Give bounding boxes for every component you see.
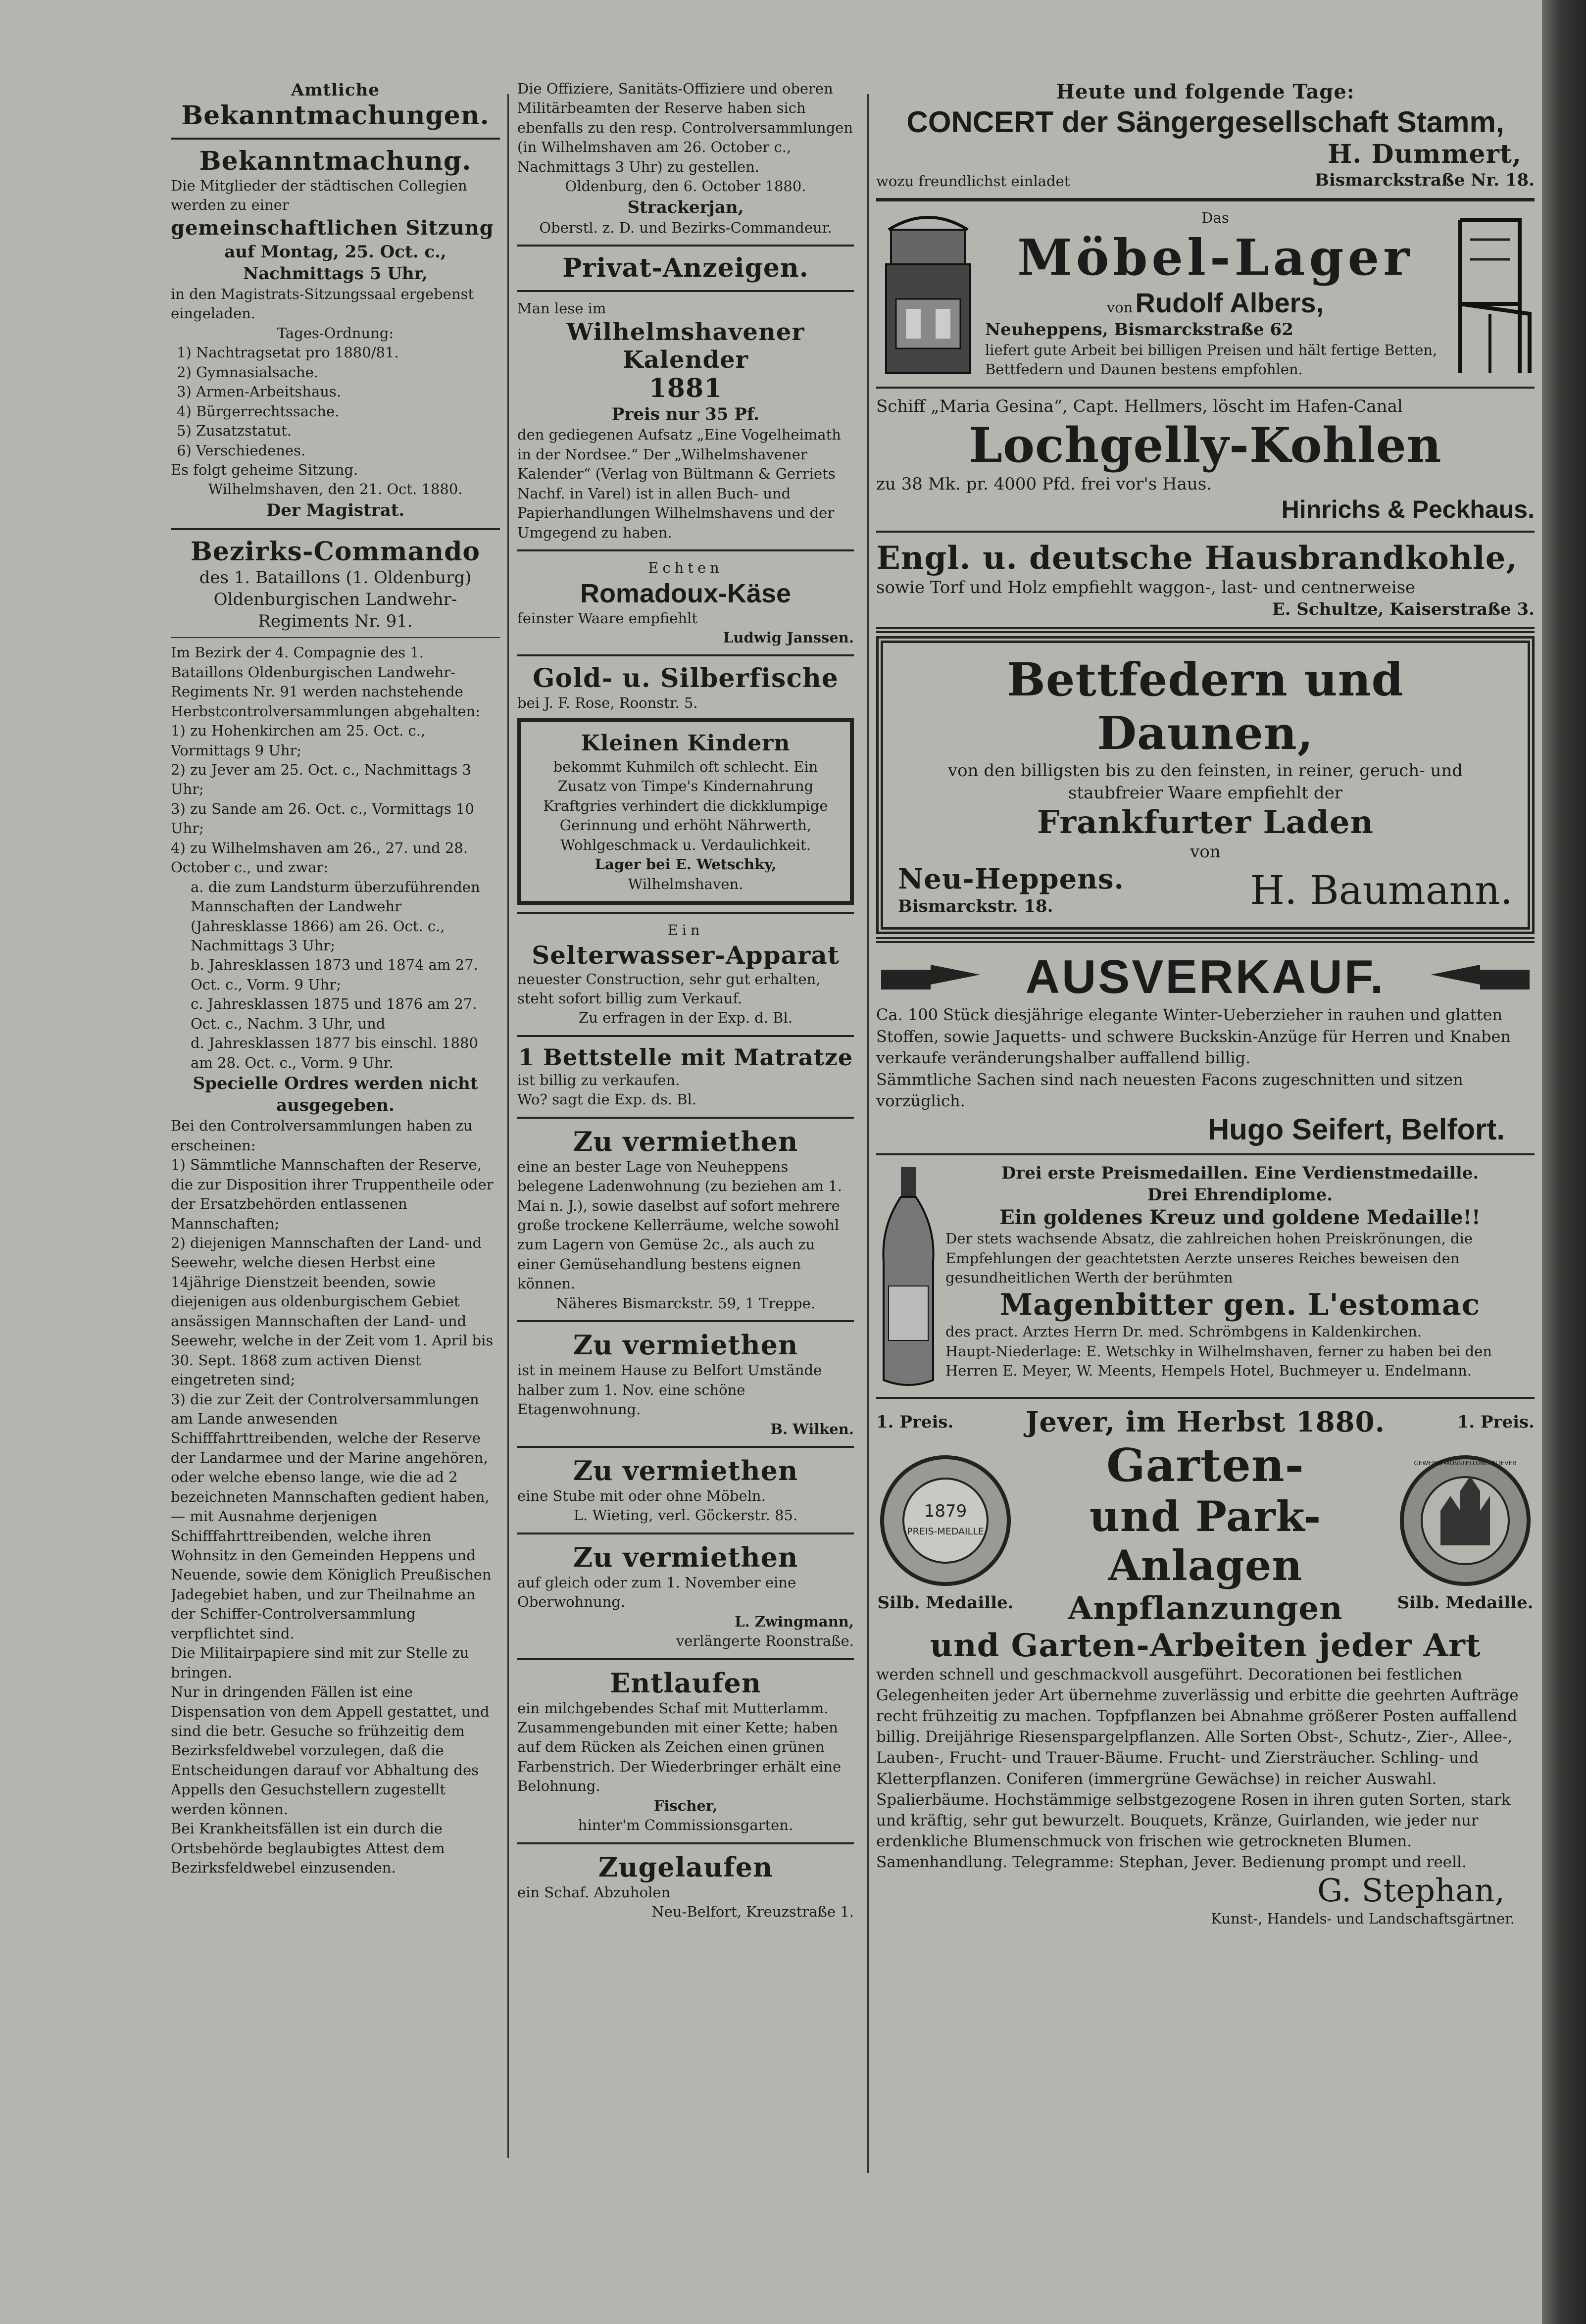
- ad-text: Ca. 100 Stück diesjährige elegante Winter-Ueberzieher in rauhen und glatten Stoffen, sowie Jaquetts- und schwere Buckskin-Anzüge für Herren und Knaben verkaufe veränderungshalber auffallend billig.: [876, 1005, 1511, 1068]
- ad-text: eine Stube mit oder ohne Möbeln.: [517, 1487, 766, 1504]
- ad-text: Kunst-, Handels- und Landschaftsgärtner.: [1211, 1910, 1515, 1928]
- agenda-heading: Tages-Ordnung:: [277, 324, 394, 342]
- ad-pre: Ein: [667, 922, 704, 939]
- divider: [517, 654, 854, 656]
- ad-text: Bismarckstr. 18.: [898, 896, 1053, 916]
- attendance-item: 2) diejenigen Mannschaften der Land- und Seewehr, welche diesen Herbst eine 14jährige Dienstzeit beenden, sowie diejenigen aus oldenburgischem Gebiet ansässigen Mannschaften der Land- und Seewehr, welche in der Zeit vom 1. April bis 30. Sept. 1868 zum activen Dienst eingetreten sind;: [171, 1235, 494, 1388]
- medal-year: 1879: [924, 1501, 967, 1522]
- notice-signature: Der Magistrat.: [266, 500, 405, 520]
- ad-title: Kleinen Kindern: [581, 730, 791, 756]
- ad-text: Drei erste Preismedaillen. Eine Verdienstmedaille.: [1001, 1163, 1479, 1183]
- ad-signature: L. Zwingmann,: [735, 1613, 854, 1630]
- notice-subtitle: des 1. Bataillons (1. Oldenburg) Oldenburgischen Landwehr-Regiments Nr. 91.: [199, 567, 472, 632]
- ad-price: Preis nur 35 Pf.: [611, 404, 760, 425]
- ad-text: des pract. Arztes Herrn Dr. med. Schrömbgens in Kaldenkirchen.: [945, 1323, 1422, 1340]
- ad-text: Sämmtliche Sachen sind nach neuesten Facons zugeschnitten und sitzen vorzüglich.: [876, 1070, 1463, 1111]
- ad-place: Neu-Heppens.: [898, 863, 1124, 895]
- ad-name: Rudolf Albers,: [1135, 287, 1324, 318]
- ad-box-bettfedern: [876, 636, 1535, 934]
- cabinet-icon: [876, 210, 980, 378]
- ad-text: ist in meinem Hause zu Belfort Umstände halber zum 1. Nov. eine schöne Etagenwohnung.: [517, 1362, 822, 1418]
- notice-text: Nur in dringenden Fällen ist eine Dispensation von dem Appell gestattet, und sind die betr. Gesuche so frühzeitig dem Bezirksfeldwebel vorzulegen, daß die Entscheidungen darauf vor Abhaltung des Appells den Gesuchstellern zugestellt werden können.: [171, 1683, 490, 1818]
- divider: [876, 531, 1535, 533]
- ad-line: [985, 287, 1445, 319]
- chair-icon: [1450, 210, 1535, 378]
- divider: [517, 1533, 854, 1534]
- notice-text: Die Offiziere, Sanitäts-Offiziere und oberen Militärbeamten der Reserve haben sich ebenfalls zu den resp. Controlversammlungen (in Wilhelmshaven am 26. October c., Nachmittags 3 Uhr) zu gestellen.: [517, 80, 853, 175]
- notice-dateline: Wilhelmshaven, den 21. Oct. 1880.: [208, 481, 463, 498]
- ad-signature-block: [1315, 139, 1535, 191]
- ad-title: 1 Bettstelle mit Matratze: [518, 1043, 853, 1071]
- column-rule: [867, 94, 869, 2173]
- ad-text: verlängerte Roonstraße.: [676, 1632, 854, 1650]
- ad-title: und Park-Anlagen: [1089, 1491, 1322, 1590]
- notice-text: Bei Krankheitsfällen ist ein durch die Ortsbehörde beglaubigtes Attest dem Bezirksfeldwebel einzusenden.: [171, 1820, 445, 1877]
- ad-pre: Heute und folgende Tage:: [1056, 80, 1355, 103]
- ad-text: sowie Torf und Holz empfiehlt waggon-, last- und centnerweise: [876, 578, 1416, 598]
- ad-signature: Hugo Seifert, Belfort.: [1207, 1112, 1505, 1146]
- ad-text: Der stets wachsende Absatz, die zahlreichen hohen Preiskrönungen, die Empfehlungen der geachtetsten Aerzte unseres Reiches beweisen den gesundheitlichen Werth der berühmten: [945, 1230, 1473, 1286]
- ad-place-block: [898, 863, 1124, 917]
- ad-text: zu 38 Mk. pr. 4000 Pfd. frei vor's Haus.: [876, 474, 1212, 494]
- medal-label: PREIS-MEDAILLE: [907, 1526, 984, 1537]
- ad-title: Lochgelly-Kohlen: [969, 417, 1442, 473]
- ad-title: Zu vermiethen: [573, 1329, 798, 1361]
- ad-row: [876, 139, 1535, 191]
- ad-text: Wilhelmshaven.: [628, 875, 743, 892]
- pointing-hand-right-icon: [876, 955, 985, 999]
- divider: [171, 528, 500, 530]
- notice-date: auf Montag, 25. Oct. c.,: [224, 242, 446, 262]
- divider: [517, 549, 854, 551]
- attendance-item: 3) die zur Zeit der Controlversammlungen am Lande anwesenden Schifffahrttreibenden, welche der Reserve der Landarmee und der Marine angehören, oder welche ebenso lange, wie die ad 2 bezeichneten Mannschaften gedient haben, — mit Ausnahme derjenigen Schifffahrttreibenden, welche ihren Wohnsitz in den Gemeinden Heppens und Neuende, sowie dem Königlich Preußischen Jadegebiet haben, und zur Theilnahme an der Schiffer-Controlversammlung verpflichtet sind.: [171, 1390, 492, 1642]
- assembly-item: d. Jahresklassen 1877 bis einschl. 1880 am 28. Oct. c., Vorm. 9 Uhr.: [191, 1035, 478, 1071]
- ad-title: Wilhelmshavener Kalender: [566, 318, 805, 374]
- divider: [171, 138, 500, 140]
- section-title: Bekanntmachungen.: [181, 100, 490, 131]
- ad-text: Silb. Medaille.: [877, 1593, 1014, 1613]
- divider: [517, 912, 854, 914]
- column-private-ads: [517, 79, 854, 2289]
- divider: [517, 1658, 854, 1660]
- medal-right: [1396, 1451, 1535, 1614]
- notice-title: Bekanntmachung.: [199, 146, 472, 176]
- ad-garden-titles: [1015, 1438, 1396, 1627]
- attendance-item: 1) Sämmtliche Mannschaften der Reserve, die zur Disposition ihrer Truppentheile oder der Ersatzbehörden entlassenen Mannschaften;: [171, 1156, 494, 1232]
- ad-title: Engl. u. deutsche Hausbrandkohle,: [876, 540, 1518, 577]
- ad-title: Gold- u. Silberfische: [533, 663, 839, 694]
- notice-text: Die Mitglieder der städtischen Collegien werden zu einer: [171, 177, 467, 214]
- ad-text: hinter'm Commissionsgarten.: [578, 1817, 793, 1834]
- notice-emphasis: Specielle Ordres werden nicht ausgegeben.: [193, 1074, 478, 1116]
- assembly-item: b. Jahresklassen 1873 und 1874 am 27. Oct. c., Vorm. 9 Uhr;: [191, 956, 478, 993]
- ad-signature: Fischer,: [653, 1797, 718, 1814]
- ad-title: Zugelaufen: [598, 1851, 773, 1883]
- column-official-notices: [171, 79, 500, 2289]
- agenda-item: 3) Armen-Arbeitshaus.: [177, 383, 342, 400]
- ad-text: werden schnell und geschmackvoll ausgeführt. Decorationen bei festlichen Gelegenheiten jeder Art übernehme zuverlässig und erbitte die geehrten Aufträge recht frühzeitig zu machen. Topfpflanzen bei Abnahme größerer Posten auffallend billig. Dreijährige Riesenspargelpflanzen. Alle Sorten Obst-, Schutz-, Zier-, Allee-, Lauben-, Frucht- und Trauer-Bäume. Frucht- und Ziersträucher. Schling- und Kletterpflanzen. Coniferen (immergrüne Gewächse) in reicher Auswahl. Spalierbäume. Hochstämmige selbstgezogene Rosen in ihren guten Sorten, stark und kräftig, sehr gut bewurzelt. Bouquets, Kränze, Guirlanden, wie jeder nur erdenkliche Blumenschmuck von frischen wie getrockneten Blumen. Samenhandlung. Telegramme: Stephan, Jever. Bedienung prompt und reell.: [876, 1665, 1519, 1872]
- ad-signature: Ludwig Janssen.: [723, 629, 854, 646]
- ad-garden-head: [876, 1406, 1535, 1438]
- ad-text: Schiff „Maria Gesina“, Capt. Hellmers, löscht im Hafen-Canal: [876, 396, 1403, 416]
- ad-title: Zu vermiethen: [573, 1541, 798, 1573]
- ad-title: und Garten-Arbeiten jeder Art: [930, 1627, 1481, 1664]
- ad-text: Zu erfragen in der Exp. d. Bl.: [579, 1009, 793, 1027]
- ad-title: Romadoux-Käse: [580, 578, 792, 608]
- notice-text: Es folgt geheime Sitzung.: [171, 461, 358, 478]
- ad-signature: G. Stephan,: [1317, 1873, 1505, 1910]
- ad-title: Anpflanzungen: [1068, 1589, 1343, 1627]
- medal-wreath-icon: [876, 1451, 1015, 1590]
- divider: [876, 198, 1535, 201]
- agenda-item: 4) Bürgerrechtssache.: [177, 402, 340, 420]
- ad-title: Magenbitter gen. L'estomac: [999, 1287, 1481, 1323]
- ad-headline: Jever, im Herbst 1880.: [1025, 1405, 1386, 1438]
- agenda-item: 5) Zusatzstatut.: [177, 422, 292, 440]
- ad-text: Wo? sagt die Exp. ds. Bl.: [517, 1091, 697, 1108]
- ad-title: CONCERT der Sängergesellschaft Stamm,: [906, 105, 1504, 139]
- ad-title: Zu vermiethen: [573, 1125, 798, 1157]
- assembly-list: [171, 721, 500, 1073]
- ad-shop: Frankfurter Laden: [1037, 803, 1374, 841]
- notice-dateline: Oldenburg, den 6. October 1880.: [565, 178, 806, 195]
- divider: [517, 290, 854, 292]
- notice-signature: Strackerjan,: [627, 197, 744, 217]
- agenda-item: 6) Verschiedenes.: [177, 442, 306, 459]
- divider: [876, 1397, 1535, 1399]
- divider: [876, 387, 1535, 389]
- divider: [517, 245, 854, 247]
- ad-text: den gediegenen Aufsatz „Eine Vogelheimath in der Nordsee.“ Der „Wilhelmshavener Kalender“ (Verlag von Bültmann & Gerriets Nachf. in Varel) ist in allen Buch- und Papierhandlungen Wilhelmshavens und der Umgegend zu haben.: [517, 426, 841, 541]
- agenda-item: 1) Nachtragsetat pro 1880/81.: [177, 344, 399, 361]
- ad-title: Zu vermiethen: [573, 1454, 798, 1486]
- ad-text: Man lese im: [517, 300, 606, 317]
- ad-text: Silb. Medaille.: [1397, 1593, 1534, 1613]
- ad-text: liefert gute Arbeit bei billigen Preisen und hält fertige Betten, Bettfedern und Daunen bestens empfohlen.: [985, 341, 1437, 378]
- ad-row: [898, 863, 1513, 917]
- ad-text: ein milchgebendes Schaf mit Mutterlamm. Zusammengebunden mit einer Kette; haben auf dem Rücken als Zeichen einen grünen Farbenstrich. Der Wiederbringer erhält eine Belohnung.: [517, 1699, 842, 1795]
- section-title: Privat-Anzeigen.: [562, 253, 809, 284]
- ad-text: 1. Preis.: [876, 1412, 954, 1432]
- ad-text: Näheres Bismarckstr. 59, 1 Treppe.: [555, 1294, 816, 1312]
- ad-garden-row: [876, 1438, 1535, 1627]
- exhibition-seal-icon: [1396, 1451, 1535, 1590]
- ad-text: von: [1106, 298, 1133, 316]
- ad-text: auf gleich oder zum 1. November eine Oberwohnung.: [517, 1574, 796, 1611]
- ad-signature: Hinrichs & Peckhaus.: [1281, 495, 1535, 524]
- ad-title: Entlaufen: [610, 1667, 761, 1699]
- ad-signature: L. Wieting, verl. Göckerstr. 85.: [573, 1507, 798, 1524]
- ad-text: eine an bester Lage von Neuheppens belegene Ladenwohnung (zu beziehen am 1. Mai n. J.), sowie daselbst auf sofort mehrere große trockene Kellerräume, welche sowohl zum Lagern von Gemüse 2c., als auch zu einer Gemüsehandlung bestens eignen können.: [517, 1158, 843, 1292]
- assembly-item: 2) zu Jever am 25. Oct. c., Nachmittags 3 Uhr;: [171, 761, 471, 798]
- notice-time: Nachmittags 5 Uhr,: [243, 263, 428, 284]
- ad-moebel-text: [985, 208, 1445, 380]
- divider: [517, 1035, 854, 1037]
- ad-title: Möbel-Lager: [1017, 228, 1413, 287]
- ad-text: Neuheppens, Bismarckstraße 62: [985, 319, 1293, 340]
- notice-text: Im Bezirk der 4. Compagnie des 1. Bataillons Oldenburgischen Landwehr-Regiments Nr. 91 werden nachstehende Herbstcontrolversammlungen abgehalten:: [171, 644, 480, 720]
- divider: [876, 1153, 1535, 1155]
- divider: [517, 1446, 854, 1448]
- assembly-item: a. die zum Landsturm überzuführenden Mannschaften der Landwehr (Jahresklasse 1866) am 26. Oct. c., Nachmittags 3 Uhr;: [191, 878, 480, 954]
- ad-text: wozu freundlichst einladet: [876, 172, 1070, 190]
- pointing-hand-left-icon: [1426, 955, 1535, 999]
- ad-signature: E. Schultze, Kaiserstraße 3.: [1272, 599, 1535, 620]
- ad-text: von: [1190, 841, 1221, 862]
- ad-text: ist billig zu verkaufen.: [517, 1071, 680, 1088]
- attendance-list: [171, 1155, 500, 1643]
- ad-text: 1. Preis.: [1457, 1412, 1535, 1432]
- ad-text: feinster Waare empfiehlt: [517, 609, 698, 627]
- seal-label: GEWERBE-AUSSTELLUNG IN JEVER: [1414, 1460, 1517, 1467]
- bottle-icon: [876, 1162, 941, 1390]
- ad-title: AUSVERKAUF.: [1025, 950, 1386, 1004]
- ad-name: H. Baumann.: [1250, 867, 1513, 913]
- notice-text: Bei den Controlversammlungen haben zu erscheinen:: [171, 1117, 473, 1154]
- ad-text: ein Schaf. Abzuholen: [517, 1883, 671, 1901]
- notice-rank: Oberstl. z. D. und Bezirks-Commandeur.: [539, 219, 832, 236]
- agenda-item: 2) Gymnasialsache.: [177, 363, 319, 381]
- divider: [171, 637, 500, 638]
- ad-magenbitter-text: [945, 1162, 1535, 1390]
- ad-text: Bismarckstraße Nr. 18.: [1315, 170, 1535, 190]
- column-rule: [507, 94, 509, 2158]
- ad-title: Selterwasser-Apparat: [532, 940, 840, 970]
- ad-title: Bettfedern und Daunen,: [1007, 653, 1404, 760]
- notice-event: gemeinschaftlichen Sitzung: [171, 216, 494, 240]
- ad-pre: Echten: [648, 559, 723, 577]
- notice-title: Bezirks-Commando: [190, 537, 481, 567]
- ad-text: Lager bei E. Wetschky,: [595, 856, 777, 873]
- ad-signature: B. Wilken.: [770, 1420, 854, 1437]
- ad-year: 1881: [648, 373, 723, 404]
- ad-magenbitter: [876, 1162, 1535, 1390]
- divider: [517, 1842, 854, 1844]
- notice-text: Die Militairpapiere sind mit zur Stelle zu bringen.: [171, 1644, 469, 1681]
- agenda-list: [171, 343, 500, 460]
- ad-text: bei J. F. Rose, Roonstr. 5.: [517, 694, 698, 712]
- ad-signature: H. Dummert,: [1328, 139, 1522, 169]
- assembly-item: 4) zu Wilhelmshaven am 26., 27. und 28. October c., und zwar:: [171, 839, 468, 876]
- divider: [876, 941, 1535, 943]
- section-label: Amtliche: [291, 80, 380, 100]
- divider: [517, 1117, 854, 1119]
- ad-moebel: [876, 208, 1535, 380]
- assembly-item: c. Jahresklassen 1875 und 1876 am 27. Oct. c., Nachm. 3 Uhr, und: [191, 995, 477, 1032]
- ad-text: von den billigsten bis zu den feinsten, in reiner, geruch- und staubfreier Waare empfiehlt der: [947, 761, 1463, 803]
- ad-pre: Das: [1201, 209, 1229, 227]
- column-commercial-ads: [876, 79, 1535, 2289]
- ad-text: Drei Ehrendiplome.: [1147, 1185, 1333, 1205]
- notice-text: in den Magistrats-Sitzungssaal ergebenst eingeladen.: [171, 286, 474, 322]
- divider: [876, 627, 1535, 629]
- ad-title: Garten-: [1106, 1438, 1304, 1492]
- ad-text: neuester Construction, sehr gut erhalten, steht sofort billig zum Verkauf.: [517, 970, 821, 1007]
- divider: [517, 1320, 854, 1322]
- assembly-item: 1) zu Hohenkirchen am 25. Oct. c., Vormittags 9 Uhr;: [171, 722, 426, 759]
- ad-text: Haupt-Niederlage: E. Wetschky in Wilhelmshaven, ferner zu haben bei den Herren E. Meyer, W. Meents, Hempels Hotel, Buchmeyer u. Endelmann.: [945, 1342, 1492, 1380]
- medal-left: [876, 1451, 1015, 1614]
- assembly-item: 3) zu Sande am 26. Oct. c., Vormittags 10 Uhr;: [171, 800, 474, 837]
- ad-box-kindernahrung: [517, 718, 854, 905]
- ad-text: Neu-Belfort, Kreuzstraße 1.: [651, 1903, 854, 1921]
- ad-ausverkauf-head: [876, 950, 1535, 1004]
- ad-headline: Ein goldenes Kreuz und goldene Medaille!!: [999, 1206, 1481, 1230]
- ad-text: bekommt Kuhmilch oft schlecht. Ein Zusatz von Timpe's Kindernahrung Kraftgries verhindert die dickklumpige Gerinnung und erhöht Nährwerth, Wohlgeschmack u. Verdaulichkeit.: [543, 758, 828, 853]
- page-edge: [1542, 0, 1586, 2324]
